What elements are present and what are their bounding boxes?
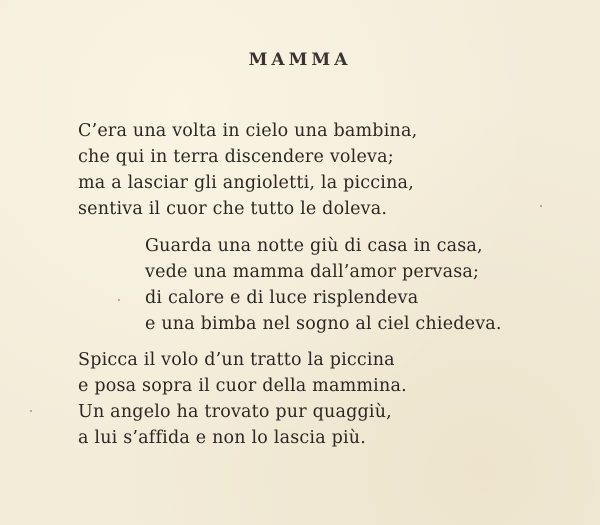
- verse-line: Spicca il volo d’un tratto la piccina: [78, 350, 395, 370]
- verse-line: ma a lasciar gli angioletti, la piccina,: [78, 173, 414, 193]
- verse-line: vede una mamma dall’amor pervasa;: [145, 262, 480, 282]
- verse-line: Guarda una notte giù di casa in casa,: [145, 236, 483, 256]
- poem-title: MAMMA: [248, 50, 352, 70]
- paper-speck: [30, 410, 32, 412]
- paper-speck: [118, 299, 120, 301]
- verse-line: e posa sopra il cuor della mammina.: [78, 376, 407, 396]
- verse-line: di calore e di luce risplendeva: [145, 288, 419, 308]
- verse-line: che qui in terra discendere voleva;: [78, 147, 394, 167]
- verse-line: C’era una volta in cielo una bambina,: [78, 121, 418, 141]
- stanza-2: [145, 233, 502, 337]
- stanza-3: [78, 347, 407, 451]
- verse-line: Un angelo ha trovato pur quaggiù,: [78, 402, 392, 422]
- verse-line: sentiva il cuor che tutto le doleva.: [78, 199, 388, 219]
- paper-speck: [540, 205, 542, 207]
- stanza-1: [78, 118, 417, 222]
- verse-line: e una bimba nel sogno al ciel chiedeva.: [145, 314, 502, 334]
- verse-line: a lui s’affida e non lo lascia più.: [78, 428, 367, 448]
